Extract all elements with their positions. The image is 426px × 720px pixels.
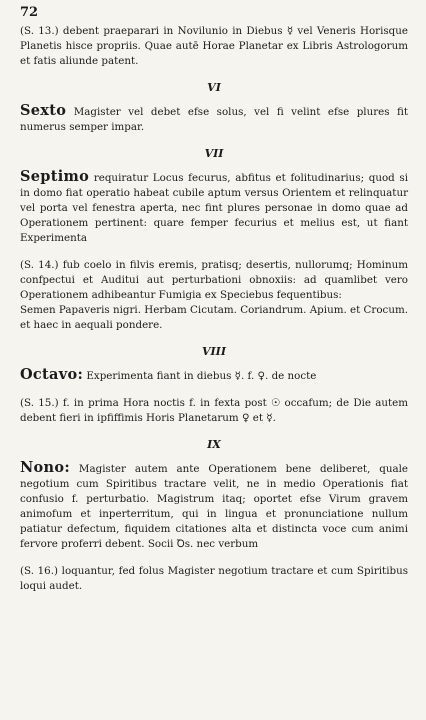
- paragraph-s16: (S. 16.) loquantur, fed folus Magister negotium tractare et cum Spiritibus loqui audet.: [20, 565, 408, 592]
- paragraph-septimo: [20, 169, 408, 246]
- paragraph-sexto: [20, 103, 408, 135]
- section-heading-vii: VII: [204, 147, 224, 160]
- section-heading-vi: VI: [207, 81, 221, 94]
- lead-word-sexto: Sexto: [20, 102, 67, 119]
- paragraph-s15: (S. 15.) f. in prima Hora noctis f. in fexta post ☉ occafum; de Die autem debent fieri in ipfiffimis Horis Planetarum ♀ et ☿.: [20, 397, 408, 424]
- paragraph-s13: (S. 13.) debent praeparari in Novilunio in Diebus ☿ vel Veneris Horisque Planetis hisce propriis. Quae autē Horae Planetar ex Libris Astrologorum et fatis aliunde patent.: [20, 25, 408, 67]
- lead-word-nono: Nono:: [20, 459, 70, 476]
- lead-word-septimo: Septimo: [20, 168, 90, 185]
- section-heading-viii: VIII: [202, 345, 226, 358]
- paragraph-text: Experimenta fiant in diebus ☿. f. ♀. de nocte: [86, 370, 317, 382]
- paragraph-s14: (S. 14.) fub coelo in filvis eremis, pratisq; desertis, nullorumq; Hominum confpectui et Auditui aut perturbationi obnoxiis: ad quamlibet vero Operationem adhibeantur Fumigia ex Speciebus fequentibus:: [20, 259, 408, 301]
- page-number: 72: [20, 5, 39, 20]
- paragraph-fumigia-list: Semen Papaveris nigri. Herbam Cicutam. Coriandrum. Apium. et Crocum. et haec in aequali pondere.: [20, 304, 408, 331]
- paragraph-octavo: [20, 367, 408, 384]
- section-heading-ix: IX: [207, 438, 221, 451]
- paragraph-text: requiratur Locus fecurus, abfitus et folitudinarius; quod si in domo fiat operatio habeat cubile aptum versus Orientem et relinquatur vel porta vel fenestra aperta, nec fint plures personae in domo quae ad Operationem pertinent: quare femper fecurius et melius est, ut fiant Experimenta: [20, 172, 408, 244]
- paragraph-text: Magister vel debet efse solus, vel fi velint efse plures fit numerus semper impar.: [20, 106, 409, 133]
- lead-word-octavo: Octavo:: [20, 366, 84, 383]
- paragraph-text: Magister autem ante Operationem bene deliberet, quale negotium cum Spiritibus tractare velit, ne in medio Operationis fiat confusio f. perturbatio. Magistrum itaq; oportet efse Virum gravem animofum et inperterritum, qui in lingua et pronunciatione nullum patiatur defectum, fiquidem citationes alta et distincta voce cum animi fervore proferri debent. Socii Ꝺs. nec verbum: [20, 463, 409, 550]
- paragraph-nono: [20, 460, 408, 552]
